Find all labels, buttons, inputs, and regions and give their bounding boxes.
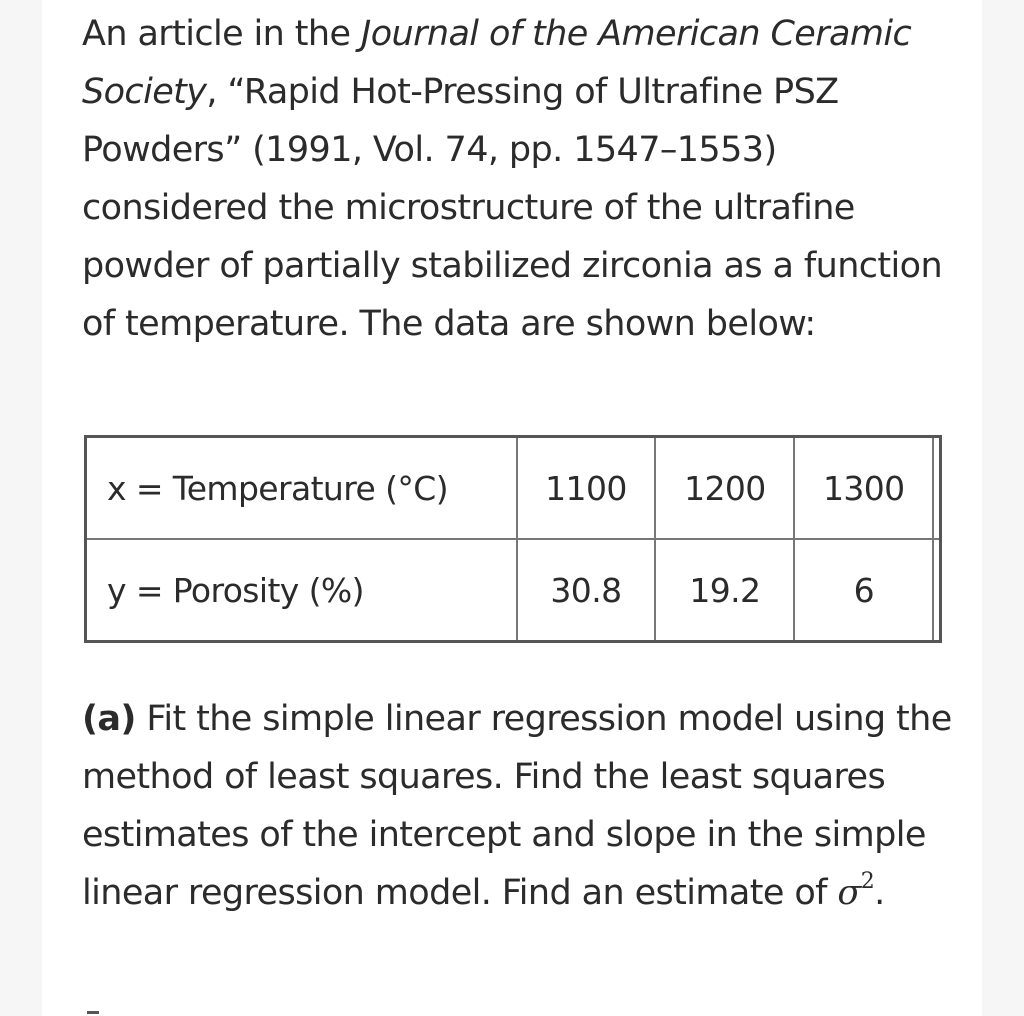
empty-cell <box>933 539 940 642</box>
temperature-value-2: 1200 <box>655 437 794 540</box>
intro-text-rest: , “Rapid Hot-Pressing of Ultrafine PSZ Powders” (1991, Vol. 74, pp. 1547–1553) considered the microstructure of the ultrafine powder of partially stabilized zirconia as a function of temperature. The data are shown below: <box>82 72 943 344</box>
porosity-label: y = Porosity (%) <box>86 539 517 642</box>
question-a <box>82 690 952 927</box>
porosity-value-2: 19.2 <box>655 539 794 642</box>
sigma-symbol: σ <box>837 873 861 913</box>
question-label: (a) <box>82 699 136 739</box>
intro-paragraph <box>82 5 952 353</box>
content-page <box>42 0 982 1016</box>
data-table <box>84 435 942 643</box>
empty-cell <box>933 437 940 540</box>
porosity-value-3: 6 <box>794 539 933 642</box>
temperature-value-1: 1100 <box>517 437 656 540</box>
journal-name: Journal of the American Ceramic Society <box>82 14 912 112</box>
question-end: . <box>874 873 885 913</box>
cut-off-mark <box>87 1011 99 1014</box>
porosity-value-1: 30.8 <box>517 539 656 642</box>
table-row-porosity <box>86 539 941 642</box>
temperature-value-3: 1300 <box>794 437 933 540</box>
intro-text-start: An article in the <box>82 14 361 54</box>
temperature-label: x = Temperature (°C) <box>86 437 517 540</box>
sigma-exponent: 2 <box>860 869 875 894</box>
question-text: Fit the simple linear regression model using the method of least squares. Find the least squares estimates of the intercept and slope in the simple linear regression model. Find an estimate of <box>82 699 952 913</box>
table-row-temperature <box>86 437 941 540</box>
